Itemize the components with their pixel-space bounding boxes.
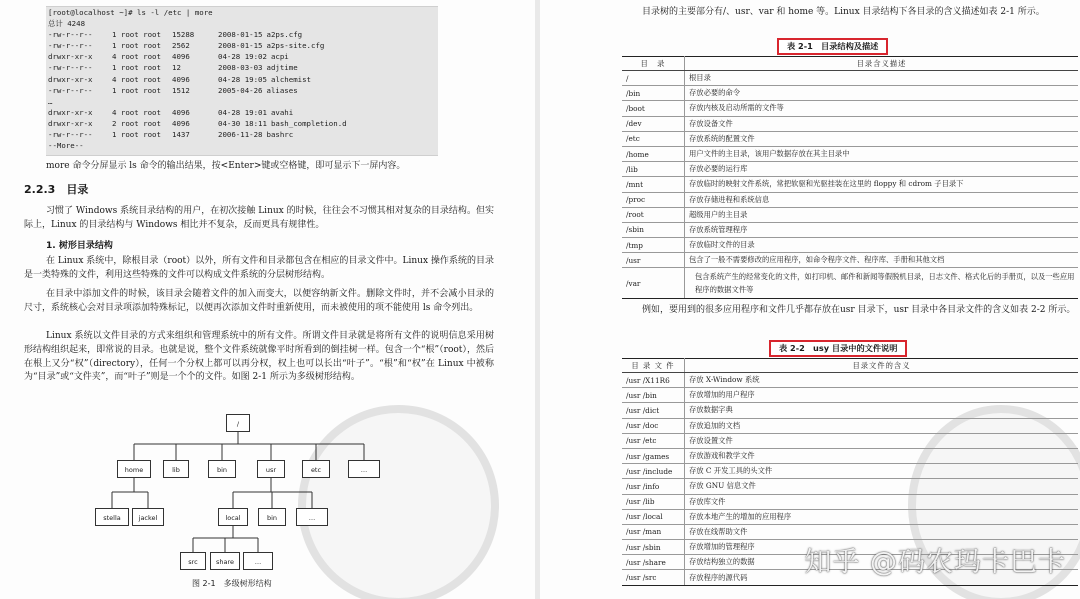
- table-row: [622, 494, 1078, 509]
- file-size: 2562: [172, 41, 190, 51]
- tree-node-home: home: [117, 460, 151, 478]
- file-size: 4096: [172, 107, 190, 117]
- table-row: [622, 524, 1078, 539]
- file-owner: 4 root root: [112, 107, 161, 117]
- table-row: [622, 71, 1078, 86]
- table-cell-directory: /etc: [622, 131, 685, 146]
- table-cell-description: 用户文件的主目录，该用户数据存放在其主目录中: [685, 146, 1079, 161]
- tree-node-ellipsis-1: …: [348, 460, 380, 478]
- file-permissions: -rw-r--r--: [48, 85, 93, 95]
- table-cell-description: 存放 X-Window 系统: [685, 373, 1079, 388]
- file-date: 2006-11-28: [218, 130, 263, 140]
- table-cell-directory: /boot: [622, 101, 685, 116]
- table-cell-directory: /usr /bin: [622, 388, 685, 403]
- table-cell-directory: /usr /src: [622, 570, 685, 585]
- file-permissions: drwxr-xr-x: [48, 74, 93, 84]
- table-cell-directory: /tmp: [622, 238, 685, 253]
- table-cell-directory: /usr /doc: [622, 418, 685, 433]
- table-row: [622, 253, 1078, 268]
- file-owner: 2 root root: [112, 118, 161, 128]
- paragraph-3: Linux 系统以文件目录的方式来组织和管理系统中的所有文件。所谓文件目录就是将所有文件的说明信息采用树形结构组织起来，即常说的目录。也就是说，整个文件系统就像平时所看到的倒挂树一样。包含一个“根”（root），然后在根上又分“权”（directory），任何一个分权上都可以再分权，权上也可以长出“叶子”。“根”和“权”在 Linux 中被称为“目录”或“文件夹”，而“叶子”则是一个个的文件。如图 2-1 所示为多级树形结构。: [24, 331, 494, 383]
- table-cell-directory: /usr /games: [622, 448, 685, 463]
- terminal-ellipsis: …: [48, 96, 53, 106]
- table-cell-description: 存放存储进程和系统信息: [685, 192, 1079, 207]
- terminal-prompt: [root@localhost ~]# ls -l /etc | more: [48, 8, 213, 17]
- table-cell-description: 存放增加的管理程序: [685, 540, 1079, 555]
- table-cell-description: 存放设置文件: [685, 433, 1079, 448]
- tree-node-src: src: [180, 552, 206, 570]
- tree-node-share: share: [210, 552, 240, 570]
- file-date: 2008-01-15: [218, 30, 263, 40]
- table-2-1: [622, 56, 1078, 299]
- file-owner: 4 root root: [112, 52, 161, 62]
- table-row: [622, 433, 1078, 448]
- right-page: [540, 0, 1080, 599]
- file-name: avahi: [270, 107, 294, 117]
- table-cell-description: 存放临时的映射文件系统，常把软驱和光驱挂装在这里的 floppy 和 cdrom 子目录下: [685, 177, 1079, 192]
- table-cell-description: 存放增加的用户程序: [685, 388, 1079, 403]
- table-cell-description: 存放必要的运行库: [685, 162, 1079, 177]
- tree-node-local: local: [218, 508, 248, 526]
- zhihu-watermark: 知乎 @码农玛卡巴卡: [804, 547, 1066, 578]
- table-cell-description: 存放追加的文档: [685, 418, 1079, 433]
- table-cell-description: 存放程序的源代码: [685, 570, 1079, 585]
- file-owner: 1 root root: [112, 130, 161, 140]
- file-name: alchemist: [270, 74, 311, 84]
- file-permissions: -rw-r--r--: [48, 63, 93, 73]
- table-row: [622, 403, 1078, 418]
- intro-paragraph: 习惯了 Windows 系统目录结构的用户，在初次接触 Linux 的时候，往往会不习惯其相对复杂的目录结构。但实际上，Linux 的目录结构与 Windows 相比并不复杂，反而更具有规律性。: [24, 206, 494, 230]
- file-owner: 1 root root: [112, 63, 161, 73]
- file-size: 4096: [172, 52, 190, 62]
- table-cell-description: 包含了一般不需要修改的应用程序，如命令程序文件、程序库、手册和其他文档: [685, 253, 1079, 268]
- table-2-1-title: 表 2-1 目录结构及描述: [777, 38, 888, 55]
- table-row: [622, 86, 1078, 101]
- table-cell-description: 存放本地产生的增加的应用程序: [685, 509, 1079, 524]
- file-date: 2008-01-15: [218, 41, 263, 51]
- file-permissions: -rw-r--r--: [48, 41, 93, 51]
- file-permissions: -rw-r--r--: [48, 130, 93, 140]
- tree-node-usr: usr: [257, 460, 285, 478]
- table-cell-directory: /usr /X11R6: [622, 373, 685, 388]
- file-size: 1512: [172, 85, 190, 95]
- file-size: 4096: [172, 74, 190, 84]
- table-cell-description: 存放在线帮助文件: [685, 524, 1079, 539]
- tree-node-usr-bin: bin: [258, 508, 286, 526]
- table-cell-description: 存放 C 开发工具的头文件: [685, 464, 1079, 479]
- tree-node-etc: etc: [302, 460, 330, 478]
- table-cell-directory: /usr /share: [622, 555, 685, 570]
- table-row: [622, 146, 1078, 161]
- table-cell-description: 存放临时文件的目录: [685, 238, 1079, 253]
- table-cell-description: 存放必要的命令: [685, 86, 1079, 101]
- file-name: bashrc: [266, 130, 294, 140]
- table-cell-description: 存放数据字典: [685, 403, 1079, 418]
- file-owner: 1 root root: [112, 30, 161, 40]
- table-cell-description: 存放 GNU 信息文件: [685, 479, 1079, 494]
- table-cell-directory: /sbin: [622, 222, 685, 237]
- file-date: 04-28 19:02: [218, 52, 267, 62]
- tree-node-ellipsis-2: …: [296, 508, 328, 526]
- table-cell-directory: /dev: [622, 116, 685, 131]
- paragraph-1: 在 Linux 系统中，除根目录（root）以外，所有文件和目录都包含在相应的目录文件中。Linux 操作系统的目录是一类特殊的文件，利用这些特殊的文件可以构成文件系统的分层树形结构。: [24, 256, 494, 280]
- table-cell-directory: /bin: [622, 86, 685, 101]
- table-row: [622, 464, 1078, 479]
- table-row: [622, 448, 1078, 463]
- file-name: acpi: [270, 52, 289, 62]
- table-cell-directory: /usr /sbin: [622, 540, 685, 555]
- table-cell-description: 存放设备文件: [685, 116, 1079, 131]
- right-intro-paragraph: 目录树的主要部分有/、usr、var 和 home 等。Linux 目录结构下各目录的含义描述如表 2-1 所示。: [642, 7, 1045, 17]
- terminal-more-prompt: --More--: [48, 141, 84, 151]
- file-date: 04-28 19:05: [218, 74, 267, 84]
- file-date: 2008-03-03: [218, 63, 263, 73]
- file-owner: 1 root root: [112, 85, 161, 95]
- table-row: [622, 131, 1078, 146]
- table-cell-directory: /usr /etc: [622, 433, 685, 448]
- table-row: [622, 177, 1078, 192]
- file-name: a2ps.cfg: [266, 30, 303, 40]
- file-name: adjtime: [266, 63, 298, 73]
- file-owner: 4 root root: [112, 74, 161, 84]
- table-row: [622, 101, 1078, 116]
- table-row: [622, 192, 1078, 207]
- section-heading: 2.2.3 目录: [24, 183, 89, 196]
- table-2-2-col-file: 目 录 文 件: [622, 359, 685, 373]
- file-permissions: drwxr-xr-x: [48, 107, 93, 117]
- table-cell-directory: /usr /dict: [622, 403, 685, 418]
- file-date: 04-28 19:01: [218, 107, 267, 117]
- table-cell-directory: /usr /info: [622, 479, 685, 494]
- file-name: bash_completion.d: [270, 118, 347, 128]
- tree-node-stella: stella: [95, 508, 129, 526]
- table-cell-directory: /usr /include: [622, 464, 685, 479]
- table-cell-description: 根目录: [685, 71, 1079, 86]
- tree-node-ellipsis-3: …: [243, 552, 273, 570]
- file-permissions: drwxr-xr-x: [48, 118, 93, 128]
- table-row: [622, 238, 1078, 253]
- table-row: [622, 479, 1078, 494]
- table-cell-description: 存放系统管理程序: [685, 222, 1079, 237]
- table-row: [622, 418, 1078, 433]
- figure-caption: 图 2-1 多级树形结构: [192, 579, 272, 588]
- table-row: [622, 207, 1078, 222]
- table-cell-directory: /usr /man: [622, 524, 685, 539]
- file-permissions: drwxr-xr-x: [48, 52, 93, 62]
- file-owner: 1 root root: [112, 41, 161, 51]
- tree-node-jackel: jackel: [132, 508, 164, 526]
- table-2-2-col-meaning: 目录文件的含义: [685, 359, 1079, 373]
- table-cell-directory: /var: [622, 268, 685, 299]
- table-cell-directory: /home: [622, 146, 685, 161]
- table-row: [622, 162, 1078, 177]
- tree-node-bin: bin: [208, 460, 236, 478]
- more-command-note: more 命令分屏显示 ls 命令的输出结果，按<Enter>键或空格键，即可显示下一屏内容。: [46, 161, 406, 171]
- table-cell-description: 存放内核及启动所需的文件等: [685, 101, 1079, 116]
- table-cell-directory: /usr /lib: [622, 494, 685, 509]
- file-name: aliases: [266, 85, 298, 95]
- table-2-1-col-desc: 目录含义描述: [685, 57, 1079, 71]
- table-cell-directory: /usr: [622, 253, 685, 268]
- table-cell-directory: /root: [622, 207, 685, 222]
- file-size: 12: [172, 63, 181, 73]
- table-header-row: [622, 359, 1078, 373]
- table-row: [622, 268, 1078, 299]
- file-date: 2005-04-26: [218, 85, 263, 95]
- table-cell-directory: /lib: [622, 162, 685, 177]
- table-cell-description: 存放库文件: [685, 494, 1079, 509]
- left-page: [0, 0, 535, 599]
- table-cell-description: 超级用户的主目录: [685, 207, 1079, 222]
- table-row: [622, 222, 1078, 237]
- tree-node-lib: lib: [163, 460, 189, 478]
- table-cell-description: 存放系统的配置文件: [685, 131, 1079, 146]
- table-row: [622, 373, 1078, 388]
- table-cell-directory: /proc: [622, 192, 685, 207]
- file-name: a2ps-site.cfg: [266, 41, 325, 51]
- table-row: [622, 116, 1078, 131]
- table-cell-description: 存放结构独立的数据: [685, 555, 1079, 570]
- file-size: 4096: [172, 118, 190, 128]
- terminal-total: 总计 4248: [48, 19, 86, 29]
- file-date: 04-30 18:11: [218, 118, 267, 128]
- table-row: [622, 509, 1078, 524]
- table-cell-directory: /usr /local: [622, 509, 685, 524]
- table-cell-description: 包含系统产生的经常变化的文件，如打印机、邮件和新闻等假脱机目录，日志文件、格式化后的手册页，以及一些应用程序的数据文件等: [685, 268, 1079, 299]
- subheading-tree: 1. 树形目录结构: [46, 241, 113, 251]
- table-header-row: [622, 57, 1078, 71]
- file-size: 15288: [172, 30, 195, 40]
- tree-node-root: /: [226, 414, 250, 432]
- table-2-2-intro: 例如，要用到的很多应用程序和文件几乎都存放在usr 目录下，usr 目录中各目录文件的含义如表 2-2 所示。: [642, 305, 1076, 315]
- table-row: [622, 388, 1078, 403]
- file-permissions: -rw-r--r--: [48, 30, 93, 40]
- file-size: 1437: [172, 130, 190, 140]
- paragraph-2: 在目录中添加文件的时候，该目录会随着文件的加入而变大，以便容纳新文件。删除文件时，并不会减小目录的尺寸，系统核心会对目录项添加特殊标记，以便再次添加文件时重新使用，而未被使用的项不能使用 ls 命令列出。: [24, 289, 494, 313]
- table-2-1-col-dir: 目 录: [622, 57, 685, 71]
- table-cell-directory: /: [622, 71, 685, 86]
- table-2-2-title: 表 2-2 usy 目录中的文件说明: [769, 340, 907, 357]
- table-cell-description: 存放游戏和教学文件: [685, 448, 1079, 463]
- table-cell-directory: /mnt: [622, 177, 685, 192]
